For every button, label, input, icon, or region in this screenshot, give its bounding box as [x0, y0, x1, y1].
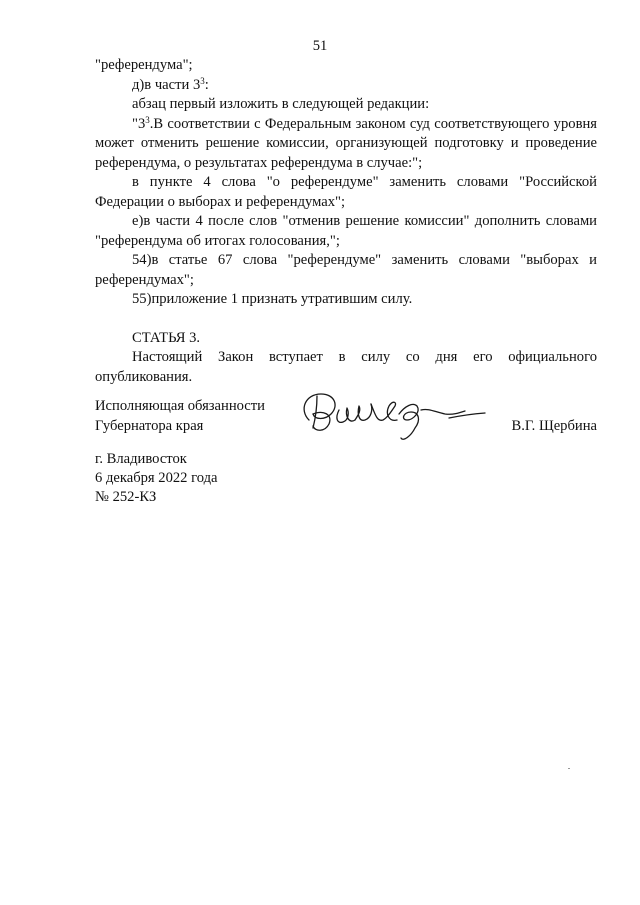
paragraph-item-d: [95, 76, 597, 96]
signatory-name: В.Г. Щербина: [511, 418, 597, 434]
article-heading: СТАТЬЯ 3.: [132, 329, 201, 346]
spacer: [95, 310, 597, 329]
quoted-text-body: .В соответствии с Федеральным законом суд соответствующего уровня может отменить решение комиссии, организующей подготовку и проведение референдума, о результатах референдума в случае:";: [95, 115, 597, 171]
city: г. Владивосток: [95, 451, 187, 467]
signatory-position: [95, 396, 295, 436]
scan-speck: [568, 768, 570, 769]
paragraph-point-4: в пункте 4 слова "о референдуме" заменить словами "Российской Федерации о выборах и референдумах";: [95, 174, 597, 210]
superscript: 3: [200, 75, 205, 86]
paragraph-item-d-colon: :: [204, 76, 209, 93]
paragraph-item-55: 55)приложение 1 признать утратившим силу.: [132, 291, 413, 307]
position-line-1: Исполняющая обязанности: [95, 398, 265, 414]
paragraph-continuation: "референдума";: [95, 57, 193, 73]
quoted-text-prefix: "3: [132, 115, 146, 132]
page-number: 51: [312, 38, 328, 54]
position-line-2: Губернатора края: [95, 418, 204, 434]
paragraph-instruction: абзац первый изложить в следующей редакции:: [132, 96, 430, 112]
paragraph-item-54: 54)в статье 67 слова "референдуме" заменить словами "выборах и референдумах";: [95, 252, 597, 288]
paragraph-quoted-text: [95, 115, 597, 174]
handwritten-signature: [295, 384, 495, 450]
document-body: [95, 56, 597, 387]
place-date-block: [95, 450, 218, 507]
date: 6 декабря 2022 года: [95, 470, 218, 486]
paragraph-item-e: е)в части 4 после слов "отменив решение комиссии" дополнить словами "референдума об итогах голосования,";: [95, 213, 597, 249]
paragraph-item-d-text: д)в части 3: [132, 76, 201, 93]
article-text: Настоящий Закон вступает в силу со дня его официального опубликования.: [95, 349, 597, 385]
law-number: № 252-КЗ: [95, 489, 157, 505]
superscript: 3: [145, 114, 150, 125]
